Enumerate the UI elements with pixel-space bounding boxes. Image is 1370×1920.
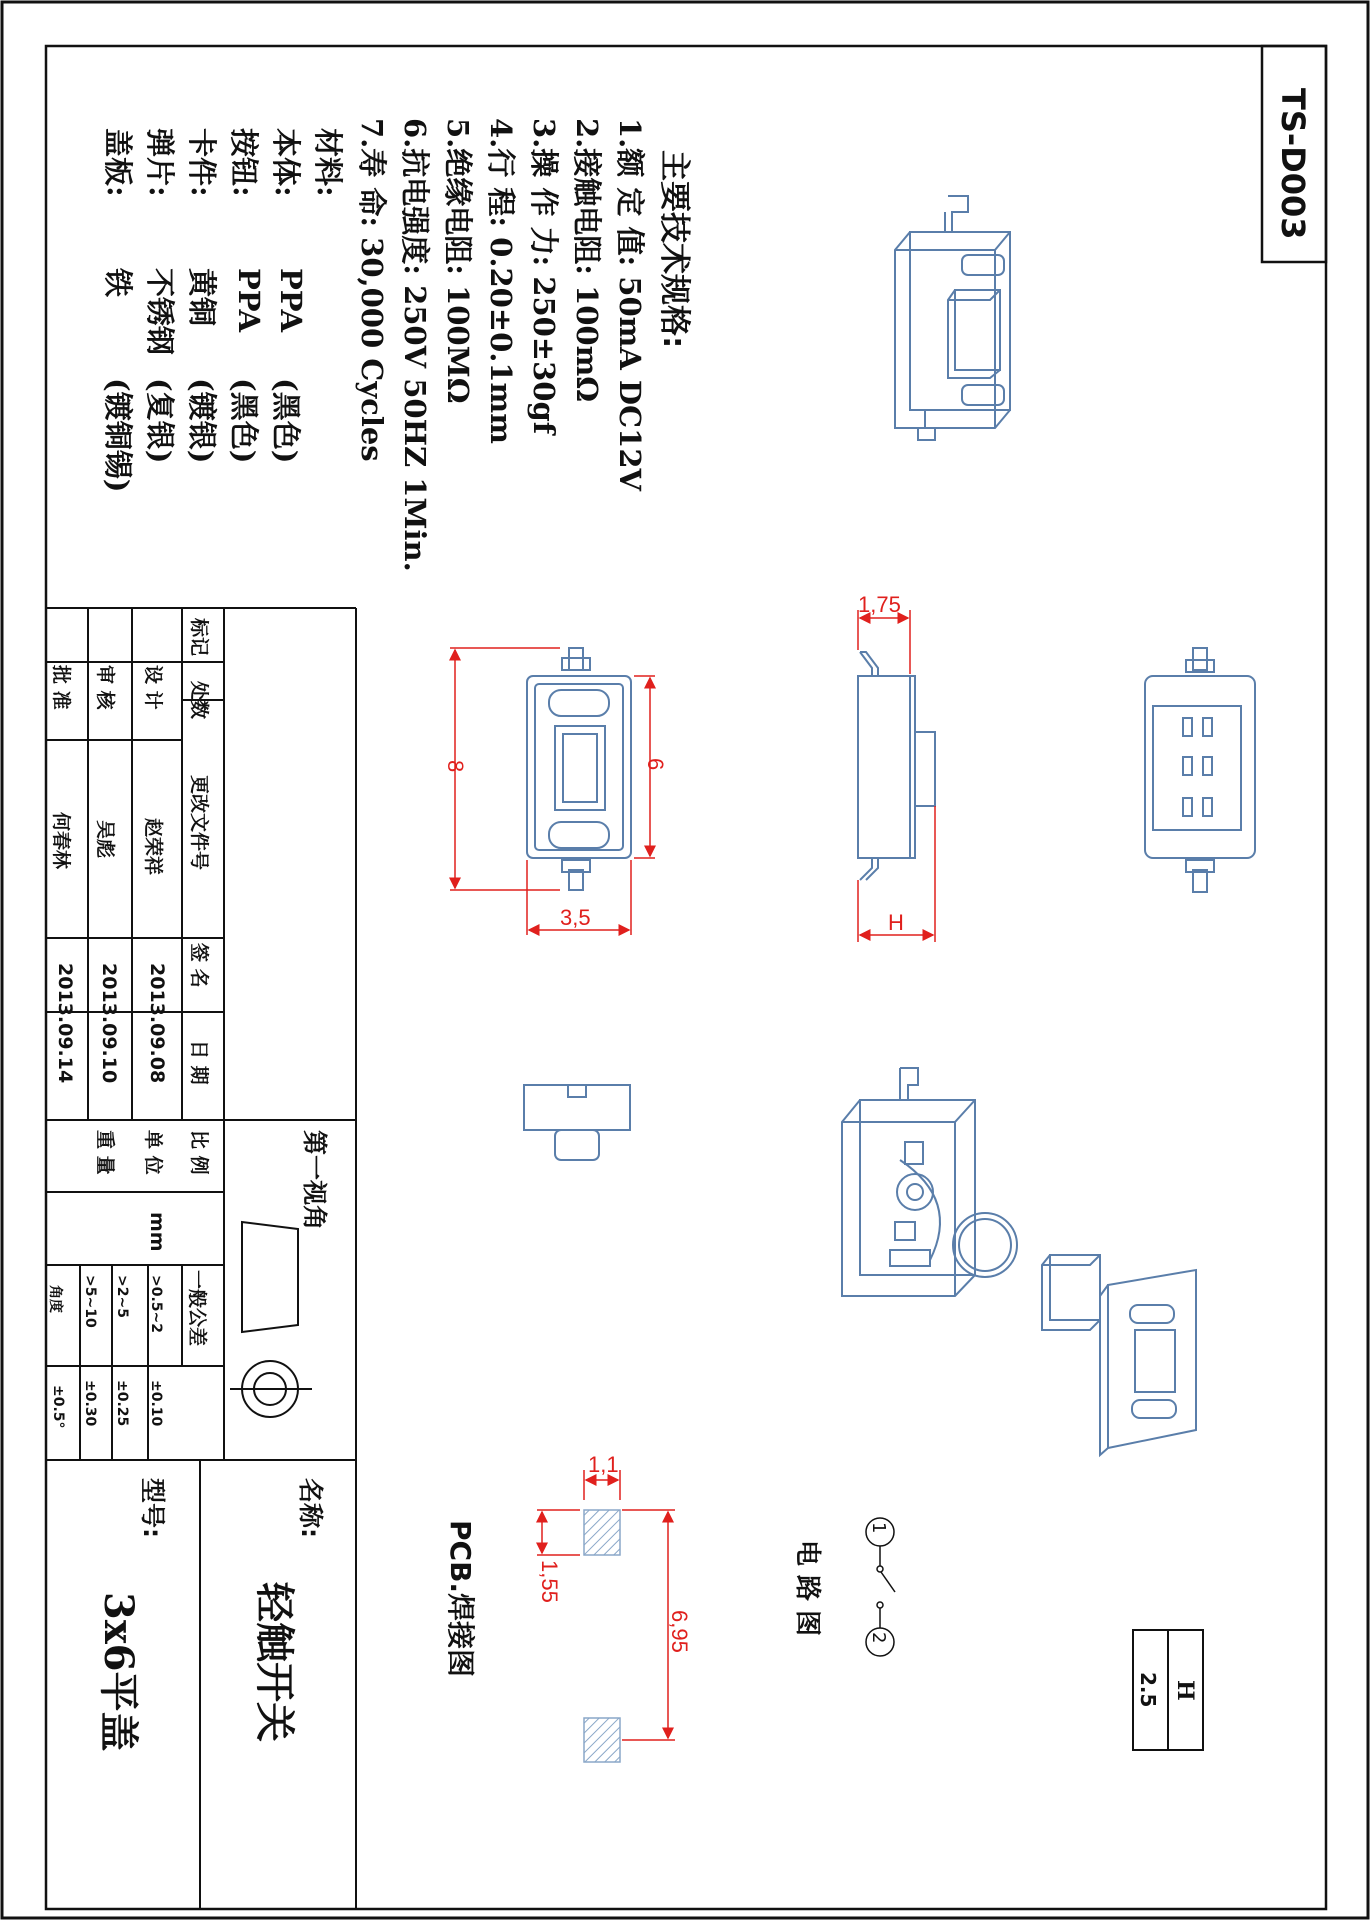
component-end-view bbox=[524, 1085, 630, 1160]
scale-label: 比 例 bbox=[188, 1130, 210, 1175]
dim-pad-width: 1,1 bbox=[588, 1452, 619, 1477]
rev-header-mark: 标记 bbox=[188, 618, 210, 657]
tolerance-range-4: 角度 bbox=[47, 1285, 63, 1313]
materials-heading: 材料: bbox=[311, 128, 345, 197]
rev-header-date: 日 期 bbox=[188, 1040, 210, 1085]
dim-pad-height: 1,55 bbox=[537, 1560, 562, 1603]
circuit-pin-2: 2 bbox=[868, 1632, 889, 1644]
unit-label: 单 位 bbox=[142, 1130, 164, 1175]
spec-line-1: 1.额 定 值: 50mA DC12V bbox=[613, 118, 647, 491]
material-name-3: 黄铜 bbox=[185, 268, 219, 327]
rev-header-count: 处数 bbox=[188, 681, 210, 720]
material-finish-1: (黑色) bbox=[269, 378, 303, 464]
material-name-1: PPA bbox=[274, 268, 308, 333]
row-approve-role: 批 准 bbox=[50, 665, 72, 710]
dim-side-depth: 1,75 bbox=[858, 592, 901, 617]
spec-line-6: 6.抗电强度: 250V 50HZ 1Min. bbox=[398, 118, 432, 572]
tolerance-range-1: >0.5~2 bbox=[148, 1275, 164, 1334]
unit-value: mm bbox=[146, 1212, 168, 1252]
row-review-date: 2013.09.10 bbox=[98, 963, 120, 1084]
material-part-3: 卡件: bbox=[185, 128, 219, 197]
row-design-name: 赵荣祥 bbox=[142, 818, 164, 876]
material-name-5: 铁 bbox=[101, 268, 135, 298]
circuit-pin-1: 1 bbox=[868, 1522, 889, 1534]
tolerance-value-1: ±0.10 bbox=[148, 1380, 164, 1427]
material-name-2: PPA bbox=[232, 268, 266, 333]
tolerance-range-3: >5~10 bbox=[82, 1275, 98, 1328]
material-finish-4: (复银) bbox=[143, 378, 177, 464]
spec-line-7: 7.寿 命: 30,000 Cycles bbox=[355, 118, 389, 462]
row-review-role: 审 核 bbox=[94, 665, 116, 710]
pcb-title: PCB.焊接图 bbox=[444, 1520, 477, 1678]
circuit-title: 电 路 图 bbox=[792, 1540, 822, 1637]
spec-line-4: 4.行 程: 0.20±0.1mm bbox=[484, 118, 518, 444]
model-label: 型号: bbox=[138, 1478, 167, 1538]
material-finish-3: (镀银) bbox=[185, 378, 219, 464]
dim-width: 3,5 bbox=[560, 905, 591, 930]
dim-height: H bbox=[888, 910, 904, 935]
tolerance-value-3: ±0.30 bbox=[82, 1380, 98, 1427]
projection-symbol bbox=[230, 1222, 312, 1417]
tolerance-value-4: ±0.5° bbox=[50, 1385, 66, 1429]
height-table-header: H bbox=[1172, 1680, 1198, 1701]
rev-header-docno: 更改文件号 bbox=[188, 775, 210, 871]
projection-label: 第一视角 bbox=[300, 1130, 329, 1231]
tolerance-title: 一般公差 bbox=[186, 1270, 208, 1347]
dim-body-length: 6 bbox=[643, 758, 668, 771]
material-part-2: 按钮: bbox=[227, 128, 261, 197]
drawing-number: TS-D003 bbox=[1274, 88, 1312, 240]
pcb-pads bbox=[584, 1510, 620, 1762]
spec-line-2: 2.接触电阻: 100mΩ bbox=[570, 118, 604, 403]
spec-heading: 主要技术规格: bbox=[656, 150, 692, 349]
spec-line-3: 3.操 作 力: 250±30gf bbox=[527, 118, 561, 435]
component-3d-view-top bbox=[895, 196, 1010, 440]
rev-header-sign: 签 名 bbox=[188, 943, 210, 988]
material-finish-2: (黑色) bbox=[227, 378, 261, 464]
name-label: 名称: bbox=[296, 1478, 325, 1538]
material-name-4: 不锈钢 bbox=[143, 268, 177, 356]
spec-line-5: 5.绝缘电阻: 100MΩ bbox=[441, 118, 475, 404]
component-bottom-view bbox=[1145, 648, 1255, 892]
model-value: 3x6平盖 bbox=[95, 1592, 142, 1752]
tolerance-range-2: >2~5 bbox=[114, 1275, 130, 1318]
material-part-4: 弹片: bbox=[143, 128, 177, 197]
material-part-1: 本体: bbox=[269, 128, 303, 197]
row-design-date: 2013.09.08 bbox=[146, 963, 168, 1084]
tolerance-value-2: ±0.25 bbox=[114, 1380, 130, 1427]
row-approve-date: 2013.09.14 bbox=[54, 963, 76, 1084]
component-side-view bbox=[858, 652, 935, 880]
row-approve-name: 何春林 bbox=[50, 812, 72, 870]
material-finish-5: (镀铜锡) bbox=[101, 378, 135, 493]
material-part-5: 盖板: bbox=[101, 128, 135, 197]
component-top-view bbox=[527, 648, 631, 890]
dimension-lines bbox=[450, 610, 935, 1740]
weight-label: 重 量 bbox=[94, 1130, 116, 1175]
row-review-name: 吴彪 bbox=[94, 820, 116, 859]
dim-pad-pitch: 6,95 bbox=[667, 1610, 692, 1653]
dim-length: 8 bbox=[443, 760, 468, 773]
component-exploded-view bbox=[842, 1068, 1196, 1455]
height-table-value: 2.5 bbox=[1136, 1672, 1160, 1708]
row-design-role: 设 计 bbox=[142, 665, 164, 710]
name-value: 轻触开关 bbox=[251, 1582, 298, 1742]
